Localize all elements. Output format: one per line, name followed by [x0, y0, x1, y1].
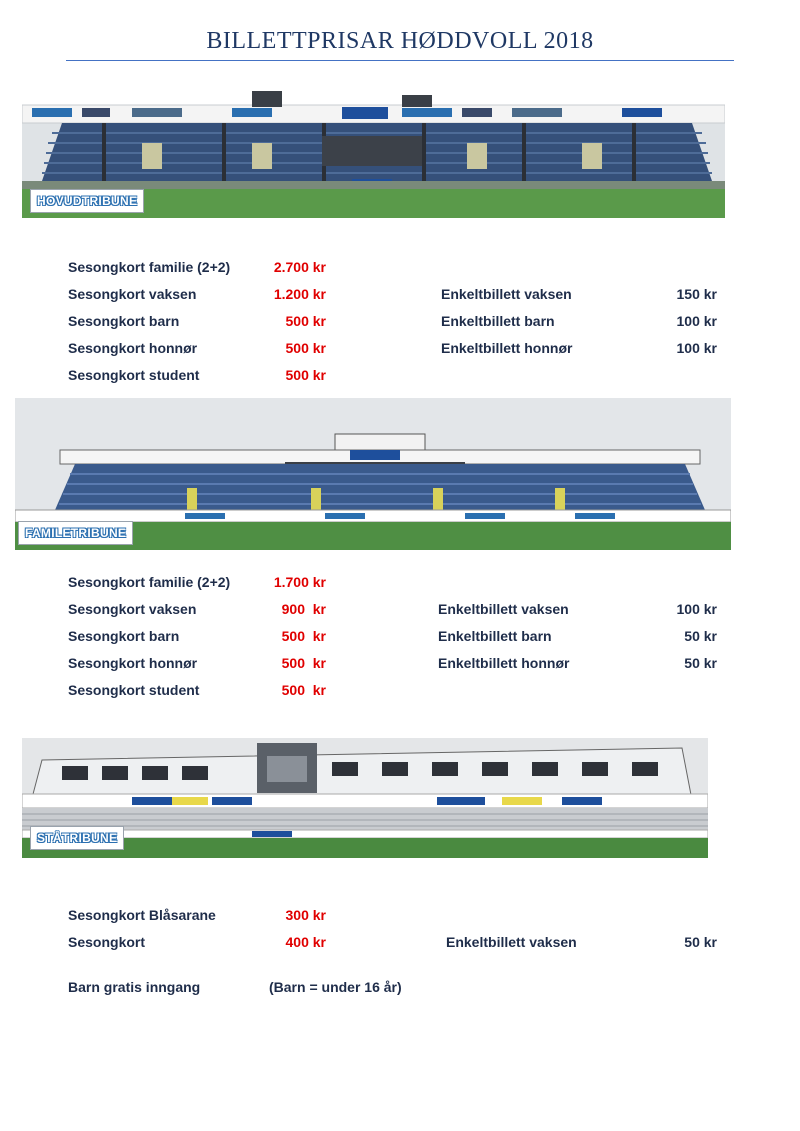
price-row — [0, 601, 800, 621]
ticket-name: Sesongkort student — [68, 682, 200, 698]
statribune-image — [22, 738, 708, 858]
ticket-name: Sesongkort vaksen — [68, 286, 197, 302]
free-entry-note: (Barn = under 16 år) — [269, 979, 402, 995]
single-ticket-price: 150 kr — [676, 286, 717, 302]
ticket-name: Sesongkort familie (2+2) — [68, 259, 231, 275]
ticket-name: Sesongkort barn — [68, 313, 180, 329]
ticket-price: 1.700 kr — [273, 574, 326, 590]
single-ticket-price: 50 kr — [684, 628, 717, 644]
ticket-name: Sesongkort familie (2+2) — [68, 574, 231, 590]
single-ticket-name: Enkeltbillett honnør — [438, 655, 570, 671]
ticket-price: 900 kr — [281, 601, 326, 617]
ticket-price: 500 kr — [281, 628, 326, 644]
ticket-price: 500 kr — [285, 313, 326, 329]
ticket-name: Sesongkort student — [68, 367, 200, 383]
page-title: BILLETTPRISAR HØDDVOLL 2018 — [206, 28, 594, 54]
ticket-name: Sesongkort barn — [68, 628, 180, 644]
single-ticket-name: Enkeltbillett vaksen — [441, 286, 572, 302]
price-row — [0, 367, 800, 387]
single-ticket-price: 50 kr — [684, 934, 717, 950]
price-row — [0, 574, 800, 594]
free-entry-label: Barn gratis inngang — [68, 979, 201, 995]
ticket-price: 1.200 kr — [273, 286, 326, 302]
ticket-name: Sesongkort Blåsarane — [68, 907, 216, 923]
single-ticket-price: 100 kr — [676, 313, 717, 329]
single-ticket-name: Enkeltbillett honnør — [441, 340, 573, 356]
title-underline — [66, 60, 734, 61]
ticket-name: Sesongkort — [68, 934, 146, 950]
ticket-price: 500 kr — [285, 367, 326, 383]
ticket-price: 400 kr — [285, 934, 326, 950]
ticket-name: Sesongkort honnør — [68, 340, 198, 356]
ticket-price: 500 kr — [281, 682, 326, 698]
ticket-price: 500 kr — [281, 655, 326, 671]
footer-row — [0, 979, 800, 999]
single-ticket-price: 50 kr — [684, 655, 717, 671]
price-row — [0, 340, 800, 360]
statribune-label: STÅTRIBUNE — [30, 826, 124, 850]
single-ticket-price: 100 kr — [676, 601, 717, 617]
ticket-price: 300 kr — [285, 907, 326, 923]
single-ticket-name: Enkeltbillett barn — [438, 628, 552, 644]
price-row — [0, 313, 800, 333]
price-row — [0, 286, 800, 306]
ticket-price: 500 kr — [285, 340, 326, 356]
hovudtribune-label: HOVUDTRIBUNE — [30, 189, 144, 213]
single-ticket-price: 100 kr — [676, 340, 717, 356]
ticket-name: Sesongkort honnør — [68, 655, 198, 671]
ticket-price: 2.700 kr — [273, 259, 326, 275]
price-row — [0, 628, 800, 648]
price-row — [0, 682, 800, 702]
single-ticket-name: Enkeltbillett vaksen — [446, 934, 577, 950]
price-row — [0, 655, 800, 675]
price-row — [0, 259, 800, 279]
price-row — [0, 934, 800, 954]
price-row — [0, 907, 800, 927]
single-ticket-name: Enkeltbillett vaksen — [438, 601, 569, 617]
familetribune-label: FAMILETRIBUNE — [18, 521, 133, 545]
ticket-name: Sesongkort vaksen — [68, 601, 197, 617]
single-ticket-name: Enkeltbillett barn — [441, 313, 555, 329]
